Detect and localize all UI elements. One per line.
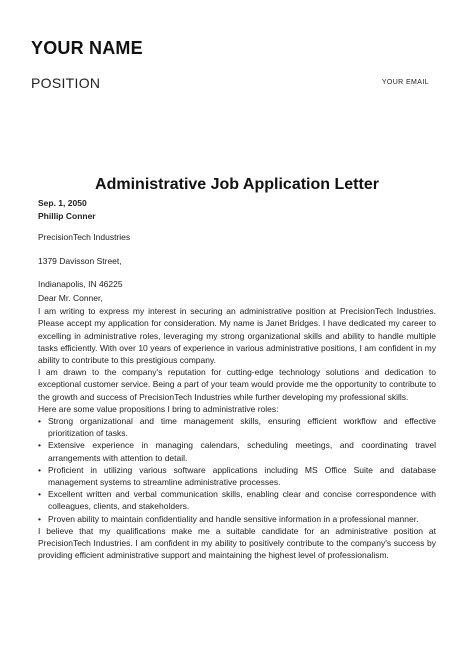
value-propositions-list [38, 415, 436, 525]
paragraph-value-intro: Here are some value propositions I bring to administrative roles: [38, 403, 279, 414]
recipient-company: PrecisionTech Industries [38, 232, 131, 243]
sender-email: YOUR EMAIL [381, 79, 429, 86]
letter-date: Sep. 1, 2050 [38, 198, 87, 208]
letter-body [38, 197, 436, 561]
letter-title: Administrative Job Application Letter [95, 176, 379, 193]
recipient-street: 1379 Davisson Street, [38, 255, 122, 266]
recipient-name: Phillip Conner [38, 211, 96, 222]
list-item: • Strong organizational and time management skills, ensuring efficient workflow and effective prioritization of tasks. [38, 415, 436, 439]
list-item: • Excellent written and verbal communication skills, enabling clear and concise correspondence with colleagues, clients, and stakeholders. [38, 488, 436, 512]
paragraph-closing: I believe that my qualifications make me a suitable candidate for an administrative position at PrecisionTech Industries. I am confident in my ability to positively contribute to the company's success by providing efficient administrative support and maintaining the highest level of professionalism. [38, 525, 436, 561]
sender-name: YOUR NAME [31, 38, 143, 58]
paragraph-intro: I am writing to express my interest in securing an administrative position at PrecisionTech Industries. Please accept my application for consideration. My name is Janet Bridges. I have dedicated my career to excelling in administrative roles, leveraging my strong organizational skills and ability to handle multiple tasks efficiently. With over 10 years of experience in various administrative positions, I am confident in my ability to contribute to this prestigious company. [38, 306, 436, 366]
salutation: Dear Mr. Conner, [38, 293, 103, 304]
list-item: • Proven ability to maintain confidentiality and handle sensitive information in a professional manner. [38, 513, 436, 525]
recipient-city: Indianapolis, IN 46225 [38, 278, 123, 289]
list-item: • Proficient in utilizing various software applications including MS Office Suite and database management systems to streamline administrative processes. [38, 464, 436, 488]
sender-position: POSITION [31, 75, 101, 91]
list-item: • Extensive experience in managing calendars, scheduling meetings, and coordinating travel arrangements with attention to detail. [38, 439, 436, 463]
paragraph-motivation: I am drawn to the company's reputation for cutting-edge technology solutions and dedication to exceptional customer service. Being a part of your team would provide me the opportunity to contribute to the growth and success of PrecisionTech Industries while further developing my professional skills. [38, 367, 436, 402]
